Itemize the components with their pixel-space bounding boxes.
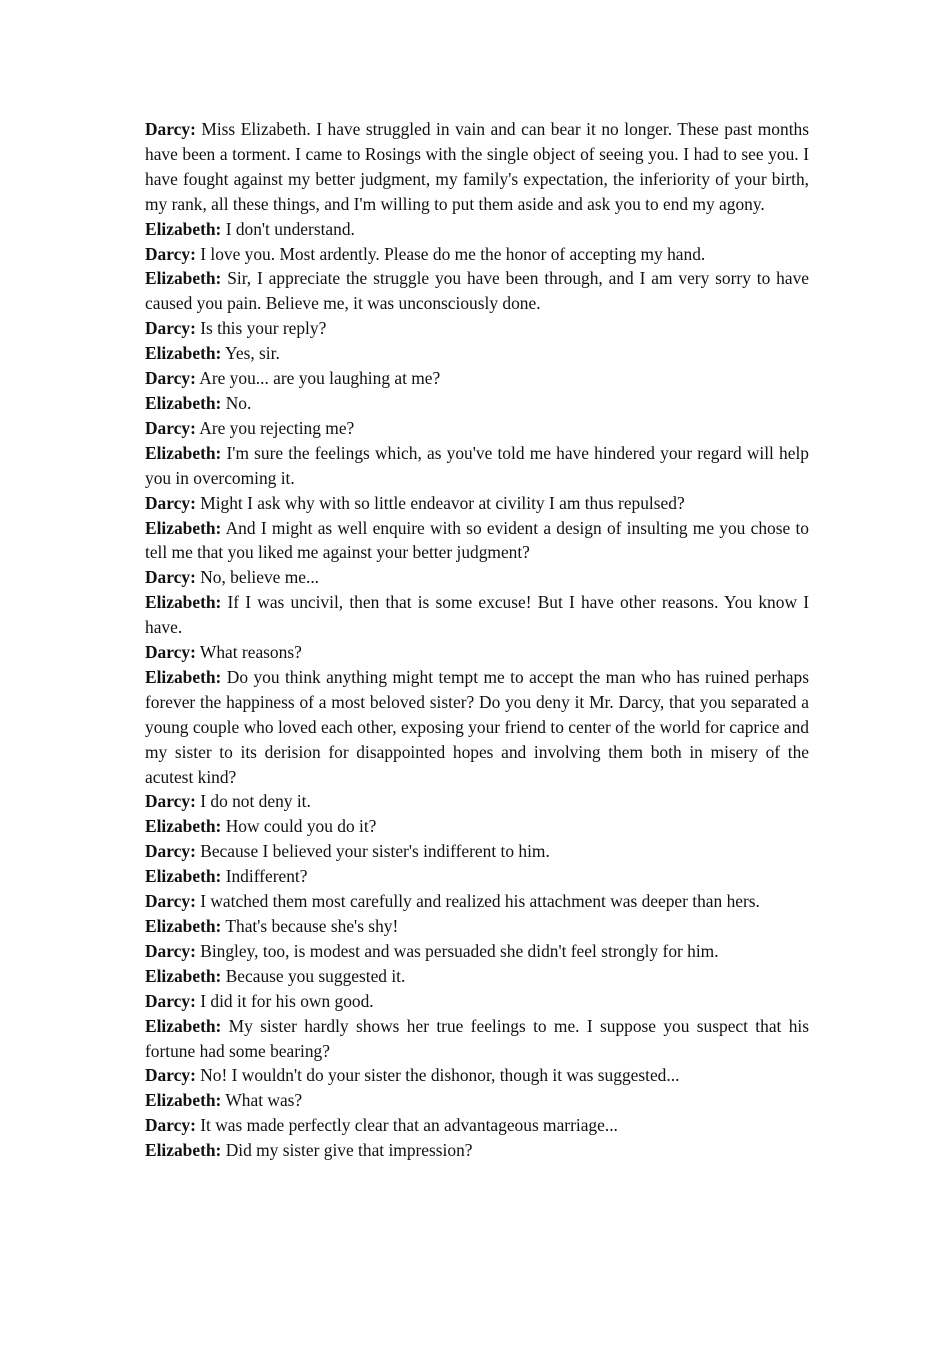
dialogue-line <box>145 217 809 242</box>
line-text: What was? <box>225 1090 303 1111</box>
speaker-name: Elizabeth: <box>145 916 222 936</box>
speaker-name: Darcy: <box>145 642 196 663</box>
dialogue-line <box>145 516 809 566</box>
line-text: I'm sure the feelings which, as you've told me have hindered your regard will help you in overcoming it. <box>145 442 809 488</box>
speaker-name: Elizabeth: <box>145 343 222 364</box>
line-text: I love you. Most ardently. Please do me the honor of accepting my hand. <box>200 243 706 264</box>
dialogue-line <box>145 416 809 441</box>
dialogue-line <box>145 864 809 889</box>
dialogue-line <box>145 665 809 790</box>
speaker-name: Elizabeth: <box>145 866 222 887</box>
line-text: How could you do it? <box>225 816 377 837</box>
dialogue-line <box>145 117 809 217</box>
speaker-name: Darcy: <box>145 940 196 961</box>
speaker-name: Darcy: <box>145 1065 196 1086</box>
line-text: And I might as well enquire with so evident a design of insulting me you chose to tell me that you liked me against your better judgment? <box>145 517 810 563</box>
dialogue-line <box>145 366 809 391</box>
line-text: I do not deny it. <box>200 791 311 812</box>
speaker-name: Elizabeth: <box>145 517 222 538</box>
speaker-name: Darcy: <box>145 990 196 1011</box>
dialogue-line <box>145 914 809 939</box>
dialogue-line <box>145 814 809 839</box>
speaker-name: Darcy: <box>145 492 196 513</box>
speaker-name: Elizabeth: <box>145 268 222 289</box>
speaker-name: Darcy: <box>145 891 196 912</box>
dialogue-line <box>145 441 809 491</box>
line-text: No. <box>225 392 252 413</box>
speaker-name: Darcy: <box>145 243 196 264</box>
dialogue-text <box>145 117 809 1163</box>
line-text: That's because she's shy! <box>225 916 399 936</box>
line-text: If I was uncivil, then that is some excuse! But I have other reasons. You know I have. <box>145 592 809 638</box>
dialogue-line <box>145 889 809 914</box>
line-text: Indifferent? <box>225 866 308 887</box>
dialogue-line <box>145 640 809 665</box>
speaker-name: Elizabeth: <box>145 965 222 986</box>
dialogue-line <box>145 1014 809 1064</box>
dialogue-line <box>145 839 809 864</box>
speaker-name: Darcy: <box>145 119 196 139</box>
speaker-name: Darcy: <box>145 1115 196 1136</box>
speaker-name: Elizabeth: <box>145 1090 222 1111</box>
dialogue-line <box>145 1063 809 1088</box>
speaker-name: Darcy: <box>145 417 196 438</box>
speaker-name: Elizabeth: <box>145 442 222 463</box>
dialogue-line <box>145 590 809 640</box>
speaker-name: Darcy: <box>145 368 196 389</box>
dialogue-line <box>145 316 809 341</box>
line-text: I watched them most carefully and realized his attachment was deeper than hers. <box>200 891 760 912</box>
line-text: No, believe me... <box>200 567 320 588</box>
line-text: I don't understand. <box>225 218 355 239</box>
dialogue-line <box>145 939 809 964</box>
line-text: My sister hardly shows her true feelings to me. I suppose you suspect that his fortune had some bearing? <box>145 1015 809 1061</box>
dialogue-line <box>145 989 809 1014</box>
dialogue-line <box>145 565 809 590</box>
speaker-name: Darcy: <box>145 841 196 862</box>
line-text: Might I ask why with so little endeavor at civility I am thus repulsed? <box>200 492 685 513</box>
line-text: I did it for his own good. <box>200 990 374 1011</box>
line-text: Do you think anything might tempt me to accept the man who has ruined perhaps forever the happiness of a most beloved sister? Do you deny it Mr. Darcy, that you separated a young couple who loved each other, exposing your friend to center of the world for caprice and my sister to its derision for disappointed hopes and involving them both in misery of the acutest kind? <box>145 666 809 787</box>
line-text: Did my sister give that impression? <box>225 1140 473 1161</box>
line-text: Bingley, too, is modest and was persuaded she didn't feel strongly for him. <box>200 940 719 961</box>
speaker-name: Darcy: <box>145 318 196 339</box>
dialogue-line <box>145 242 809 267</box>
dialogue-line <box>145 789 809 814</box>
dialogue-line <box>145 964 809 989</box>
speaker-name: Elizabeth: <box>145 1140 222 1161</box>
line-text: No! I wouldn't do your sister the dishonor, though it was suggested... <box>200 1065 680 1086</box>
speaker-name: Elizabeth: <box>145 218 222 239</box>
line-text: Sir, I appreciate the struggle you have been through, and I am very sorry to have caused you pain. Believe me, it was unconsciously done. <box>145 268 809 314</box>
line-text: Because I believed your sister's indifferent to him. <box>200 841 550 862</box>
dialogue-line <box>145 341 809 366</box>
line-text: Is this your reply? <box>200 318 327 339</box>
speaker-name: Elizabeth: <box>145 1015 222 1036</box>
dialogue-line <box>145 491 809 516</box>
line-text: Are you rejecting me? <box>199 417 355 438</box>
speaker-name: Darcy: <box>145 567 196 588</box>
speaker-name: Elizabeth: <box>145 816 222 837</box>
speaker-name: Elizabeth: <box>145 592 222 613</box>
speaker-name: Elizabeth: <box>145 392 222 413</box>
dialogue-line <box>145 1113 809 1138</box>
dialogue-line <box>145 266 809 316</box>
dialogue-line <box>145 391 809 416</box>
dialogue-line <box>145 1088 809 1113</box>
line-text: Yes, sir. <box>225 343 280 364</box>
line-text: Miss Elizabeth. I have struggled in vain and can bear it no longer. These past months have been a torment. I came to Rosings with the single object of seeing you. I had to see you. I have fought against my better judgment, my family's expectation, the inferiority of your birth, my rank, all these things, and I'm willing to put them aside and ask you to end my agony. <box>145 119 809 214</box>
dialogue-line <box>145 1138 809 1163</box>
line-text: What reasons? <box>199 642 302 663</box>
speaker-name: Elizabeth: <box>145 666 222 687</box>
line-text: Because you suggested it. <box>225 965 406 986</box>
line-text: It was made perfectly clear that an advantageous marriage... <box>200 1115 618 1136</box>
speaker-name: Darcy: <box>145 791 196 812</box>
line-text: Are you... are you laughing at me? <box>199 368 441 389</box>
